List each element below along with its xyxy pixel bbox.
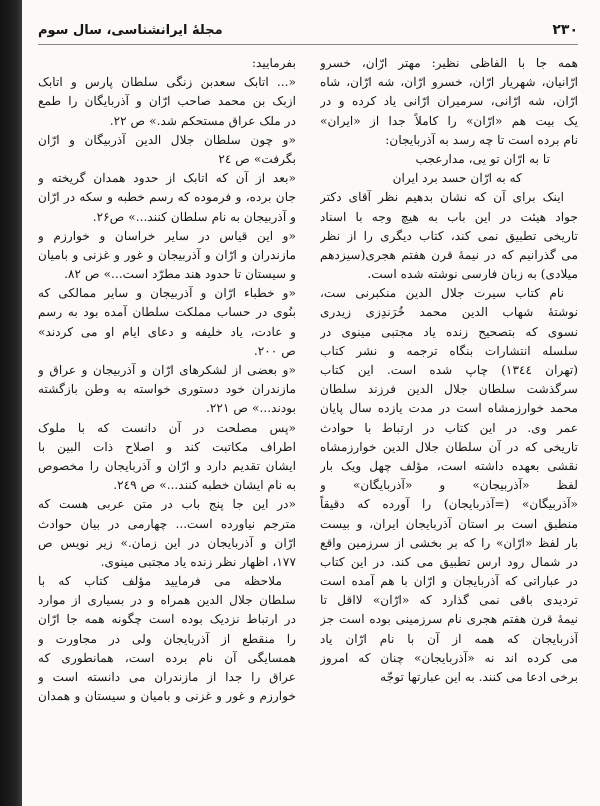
text-line: «در این جا پنج باب در متن عربی هست که [38,497,296,512]
text-line: مازندران و ارّان و آذربیجان و غور و غزنی و بامیان [38,247,296,262]
text-line: که به ارّان حسد برد ایران [392,171,522,186]
text-line: جواد هیئت در این باب به هیچ وجه با اسناد [320,209,578,224]
text-line: «و خطباء ارّان و آذربیجان و سایر ممالکی که [38,286,296,301]
text-line: ازبک بن محمد صاحب ارّان و آذربایگان را طمع [38,94,296,109]
text-line: و عادت، یاد خلیفه و دعای ایام او می کردند» [38,324,296,339]
document-page [38,22,578,802]
text-line: سلسله انتشارات بنگاه ترجمه و نشر کتاب [320,343,578,358]
text-line: «پس مصلحت در آن دانست که با ملوک [38,420,296,435]
text-line: بفرمایید: [251,56,296,70]
journal-title: مجلهٔ ایرانشناسی، سال سوم [38,23,223,38]
text-line: میلادی) به زبان فارسی نوشته شده است. [367,267,578,282]
text-line: و سیستان تا حدود هند مطرّد است...» ص ۸۲. [64,267,296,282]
text-line: ایشان تقدیم دارد و ارّان و آذربایجان را مخصوص [38,458,296,473]
text-line: سلطان جلال الدین همراه و در بسیاری از موارد [38,593,296,608]
text-line: ۱۷۷، اظهار نظر زنده یاد مجتبی مینوی. [100,554,296,569]
text-line: نسوی که بتصحیح زنده یاد مجتبی مینوی در [320,324,578,339]
text-line: (تهران ١٣٤٤) چاپ شده است. این کتاب [320,363,578,377]
text-line: می گذرانیم که در نیمهٔ قرن هفتم هجری(سیزدهم [320,247,578,262]
text-line: خوارزم و غور و غزنی و بامیان و سیستان و همدان [38,689,296,704]
text-line: بار لفظ «ارّان» را که بر بخشی از سرزمین واقع [320,535,578,550]
text-line: یک بیت هم «ارّان» را کاملاً جدا از «ایران» [320,113,578,128]
text-line: «و چون سلطان جلال الدین آذربیگان و ارّان [38,132,296,147]
text-line: نام برده است تا چه رسد به آذربایجان: [385,132,578,147]
right-column [320,54,578,802]
text-line: نیمهٔ قرن هفتم هجری نام سرزمینی بوده است جز [320,612,578,627]
text-line: ملاحظه می فرمایید مؤلف کتاب که با [38,574,282,589]
text-line: ارّان، شه ارّانی، سرمیران ارّانی یاد کرده و در [320,94,578,109]
text-line: ارّانیان، شهریار ارّان، خسرو ارّان، شه ارّان، شاه [320,75,578,90]
text-line: همسایگی آن نام برده است، همانطوری که [38,650,296,665]
text-line: «بعد از آن که اتابک از حدود همدان گریخته و [38,171,296,186]
left-column [38,54,296,802]
text-line: «آذربیگان» (=آذربایجان) را آورده که دقیقاً [320,497,578,512]
page-header [38,22,578,45]
text-line: در شمال رود ارس تطبیق می کند. در این کتاب [320,554,578,569]
text-line: آذربایجان که همه از آن با نام ارّان یاد [320,631,578,646]
text-line: اطراف مکاتبت کند و اصلاح ذات البین با [38,439,296,454]
text-line: به نام ایشان خطبه کنند...» ص ۲٤۹. [113,478,296,493]
text-line: در ارتباط نزدیک بوده است چگونه همه جا ارّان [38,612,296,627]
page-binding-edge [0,0,22,806]
text-line: تا به ارّان تو یی، مدارعجب [415,151,550,166]
text-line: سرگذشت سلطان جلال الدین فرزند سلطان [320,382,578,397]
text-line: همه جا با الفاظی نظیر: مهتر ارّان، خسرو [320,56,578,70]
text-line: مترجم نیاورده است... چهارمی در بیان حوادث [38,516,296,531]
text-line: محمد خوارزمشاه است در مدت یازده سال پایان [320,401,578,416]
text-columns [38,54,578,802]
text-line: «و بعضی از لشکرهای ارّان و آذربیجان و عراق و [38,363,296,377]
text-line: می کرده اند نه «آذربایجان» چنان که امروز [320,650,578,665]
text-line: بودند...» ص ۲۲۱. [206,401,296,416]
text-line: مازندران خود دستوری خواسته به وطن بازگشته [38,382,296,397]
text-line: «... اتابک سعدبن زنگی سلطان پارس و اتابک [38,75,296,90]
text-line: اینک برای آن که نشان بدهیم نظر آقای دکتر [320,190,564,205]
text-line: لفظ «آذربیجان» و «آذربایگان» و [320,478,578,493]
text-line: در ملک عراق مستحکم شد.» ص ۲۲. [109,113,296,128]
text-line: تردیدی باقی نمی گذارد که «ارّان» لااقل تا [320,593,578,608]
text-line: و آذربیجان به نام سلطان کنند...» ص۲۶. [92,209,296,224]
page-number: ۲۳۰ [552,22,578,38]
text-line: جان برده، و فرموده که رسم خطبه و سکه در ارّان [38,190,296,205]
text-line: منطبق است بر استان آذربایجان ایران، و بیست [320,516,578,531]
text-line: نام کتاب سیرت جلال الدین منکبرنی ست، [320,286,564,301]
text-line: عمر وی. در این کتاب در ارتباط با حوادث [320,420,578,435]
text-line: «و این قیاس در سایر خراسان و خوارزم و [38,228,296,243]
text-line: ارّان و آذربایجان در این زمان.» زیر نویس ص [38,535,296,550]
text-line: بنُوی در حساب مملکت سلطان آمده بود به رسم [38,305,296,320]
text-line: عراق را جدا از مازندران می دانسته است و [38,670,296,684]
text-line: در عباراتی که آذربایجان و ارّان با هم آمده است [320,574,578,589]
text-line: تاریخی تطبیق نمی کند، کتاب دیگری را از نظر [320,228,578,243]
text-line: نوشتهٔ شهاب الدین محمد خُرَندِزی زیدری [320,305,578,320]
text-line: بگرفت» ص ٢٤ [218,151,296,166]
text-line: برخی ادعا می کنند. به این عبارتها توجّه [380,670,578,684]
text-line: را منقطع از آذربایجان ولی در مجاورت و [38,631,296,646]
text-line: ص ۲۰۰. [253,343,296,358]
text-line: نقشی بعهده داشته است، مؤلف چهل ویک بار [320,458,578,473]
text-line: تاریخی که در آن سلطان جلال الدین خوارزمشاه [320,439,578,454]
